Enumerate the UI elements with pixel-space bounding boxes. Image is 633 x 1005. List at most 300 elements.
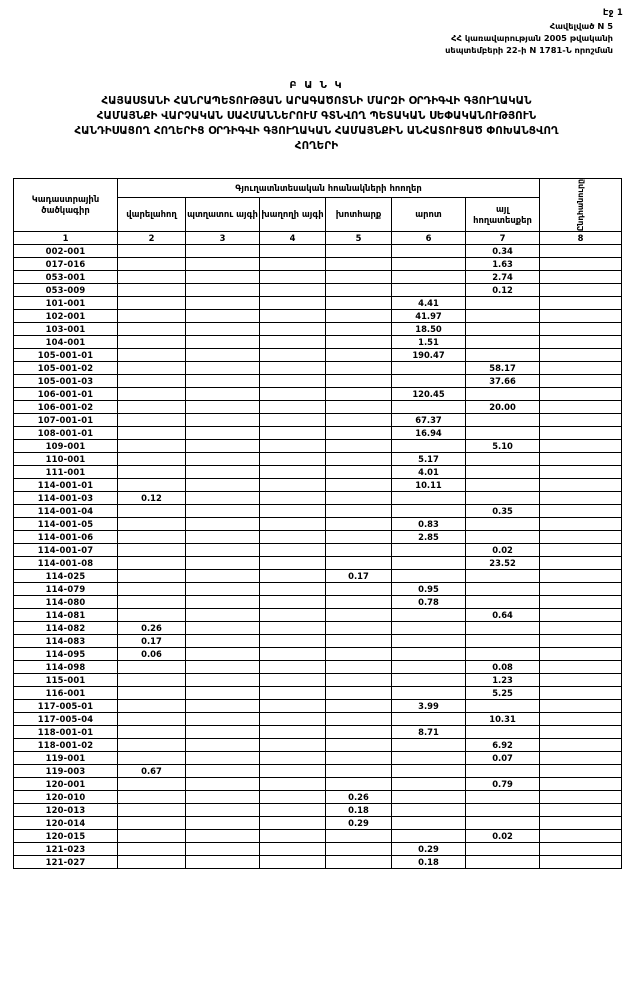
cell-cadastral-code: 114-081 — [14, 609, 118, 622]
cell-cadastral-code: 115-001 — [14, 674, 118, 687]
cell-orchard — [186, 570, 260, 583]
cell-arable: 0.67 — [118, 765, 186, 778]
cell-total — [540, 479, 622, 492]
cell-orchard — [186, 778, 260, 791]
table-group-header-row — [14, 179, 622, 198]
cell-pasture: 4.41 — [392, 297, 466, 310]
table-row — [14, 492, 622, 505]
table-row — [14, 388, 622, 401]
cell-total — [540, 505, 622, 518]
cell-orchard — [186, 544, 260, 557]
cell-arable — [118, 791, 186, 804]
cell-total — [540, 661, 622, 674]
cell-arable — [118, 804, 186, 817]
cell-vineyard — [260, 739, 326, 752]
cell-hayfield — [326, 622, 392, 635]
cell-hayfield — [326, 401, 392, 414]
cell-orchard — [186, 505, 260, 518]
cell-total — [540, 336, 622, 349]
cell-hayfield — [326, 271, 392, 284]
cell-hayfield — [326, 752, 392, 765]
cell-other-lands: 1.23 — [466, 674, 540, 687]
cell-total — [540, 674, 622, 687]
cell-orchard — [186, 622, 260, 635]
cell-cadastral-code: 116-001 — [14, 687, 118, 700]
cell-vineyard — [260, 518, 326, 531]
cell-orchard — [186, 843, 260, 856]
cell-other-lands: 23.52 — [466, 557, 540, 570]
cell-hayfield — [326, 427, 392, 440]
cell-cadastral-code: 002-001 — [14, 245, 118, 258]
cell-arable — [118, 258, 186, 271]
cell-total — [540, 284, 622, 297]
cell-hayfield — [326, 479, 392, 492]
cell-hayfield — [326, 674, 392, 687]
header-cadastral-code: Կադաստրային ծածկագիր — [14, 179, 118, 232]
table-row — [14, 817, 622, 830]
cell-arable — [118, 375, 186, 388]
table-row — [14, 739, 622, 752]
title-line-4: ՀՈՂԵՐԻ — [294, 140, 339, 152]
cell-pasture — [392, 258, 466, 271]
cell-other-lands: 58.17 — [466, 362, 540, 375]
cell-total — [540, 843, 622, 856]
table-row — [14, 609, 622, 622]
cell-arable — [118, 557, 186, 570]
cell-hayfield — [326, 648, 392, 661]
cell-vineyard — [260, 700, 326, 713]
col-number-6: 6 — [392, 232, 466, 245]
cell-total — [540, 765, 622, 778]
cell-pasture: 0.78 — [392, 596, 466, 609]
col-number-5: 5 — [326, 232, 392, 245]
cell-hayfield — [326, 583, 392, 596]
table-row — [14, 362, 622, 375]
cell-other-lands — [466, 518, 540, 531]
cell-pasture: 4.01 — [392, 466, 466, 479]
cell-arable — [118, 661, 186, 674]
cell-hayfield — [326, 245, 392, 258]
cell-orchard — [186, 700, 260, 713]
table-row — [14, 583, 622, 596]
cell-vineyard — [260, 284, 326, 297]
cell-vineyard — [260, 427, 326, 440]
cell-cadastral-code: 118-001-02 — [14, 739, 118, 752]
cell-total — [540, 726, 622, 739]
table-body — [14, 245, 622, 869]
cell-vineyard — [260, 778, 326, 791]
cell-arable — [118, 843, 186, 856]
cell-other-lands — [466, 726, 540, 739]
header-arable: վարելահող — [118, 198, 186, 232]
cell-total — [540, 609, 622, 622]
cell-pasture — [392, 765, 466, 778]
cell-hayfield — [326, 739, 392, 752]
cell-other-lands: 10.31 — [466, 713, 540, 726]
cell-total — [540, 297, 622, 310]
cell-other-lands — [466, 310, 540, 323]
cell-total — [540, 752, 622, 765]
table-row — [14, 765, 622, 778]
cell-cadastral-code: 105-001-01 — [14, 349, 118, 362]
cell-total — [540, 518, 622, 531]
cell-pasture — [392, 544, 466, 557]
cell-other-lands: 2.74 — [466, 271, 540, 284]
cell-vineyard — [260, 336, 326, 349]
cell-pasture: 5.17 — [392, 453, 466, 466]
cell-cadastral-code: 117-005-01 — [14, 700, 118, 713]
cell-pasture — [392, 609, 466, 622]
cell-arable — [118, 752, 186, 765]
cell-hayfield — [326, 843, 392, 856]
cell-pasture: 0.18 — [392, 856, 466, 869]
cell-orchard — [186, 466, 260, 479]
table-row — [14, 401, 622, 414]
cell-vineyard — [260, 622, 326, 635]
cell-pasture: 41.97 — [392, 310, 466, 323]
cell-orchard — [186, 336, 260, 349]
cell-total — [540, 817, 622, 830]
cell-arable — [118, 830, 186, 843]
cell-total — [540, 440, 622, 453]
cell-orchard — [186, 388, 260, 401]
cell-vineyard — [260, 583, 326, 596]
cell-vineyard — [260, 843, 326, 856]
table-row — [14, 518, 622, 531]
cell-hayfield — [326, 778, 392, 791]
cell-arable — [118, 466, 186, 479]
table-row — [14, 843, 622, 856]
cell-cadastral-code: 108-001-01 — [14, 427, 118, 440]
cell-arable — [118, 440, 186, 453]
cell-pasture — [392, 570, 466, 583]
cell-vineyard — [260, 440, 326, 453]
cell-hayfield — [326, 765, 392, 778]
cell-hayfield — [326, 258, 392, 271]
cell-other-lands — [466, 453, 540, 466]
cell-arable — [118, 583, 186, 596]
cell-hayfield — [326, 830, 392, 843]
table-row — [14, 674, 622, 687]
header-agricultural-group: Գյուղատնտեսական հոանակների հոողեր — [118, 179, 540, 198]
cell-other-lands — [466, 336, 540, 349]
cell-orchard — [186, 648, 260, 661]
cell-orchard — [186, 401, 260, 414]
cell-orchard — [186, 765, 260, 778]
cell-pasture — [392, 505, 466, 518]
cell-vineyard — [260, 674, 326, 687]
cell-vineyard — [260, 466, 326, 479]
table-row — [14, 804, 622, 817]
table-row — [14, 453, 622, 466]
cell-pasture — [392, 245, 466, 258]
cell-vineyard — [260, 297, 326, 310]
cell-total — [540, 401, 622, 414]
cell-other-lands: 0.64 — [466, 609, 540, 622]
cell-pasture — [392, 713, 466, 726]
cell-vineyard — [260, 258, 326, 271]
cell-cadastral-code: 119-003 — [14, 765, 118, 778]
cell-vineyard — [260, 596, 326, 609]
cell-arable — [118, 349, 186, 362]
cell-other-lands: 6.92 — [466, 739, 540, 752]
table-row — [14, 479, 622, 492]
table-row — [14, 284, 622, 297]
cell-pasture — [392, 739, 466, 752]
cell-cadastral-code: 114-001-05 — [14, 518, 118, 531]
cell-hayfield — [326, 336, 392, 349]
cell-vineyard — [260, 856, 326, 869]
cell-other-lands — [466, 479, 540, 492]
cell-orchard — [186, 856, 260, 869]
cell-orchard — [186, 414, 260, 427]
cell-cadastral-code: 104-001 — [14, 336, 118, 349]
table-row — [14, 700, 622, 713]
table-row — [14, 635, 622, 648]
cell-orchard — [186, 362, 260, 375]
cell-hayfield — [326, 518, 392, 531]
cell-cadastral-code: 114-001-07 — [14, 544, 118, 557]
cell-vineyard — [260, 544, 326, 557]
cell-arable — [118, 778, 186, 791]
col-number-2: 2 — [118, 232, 186, 245]
cell-vineyard — [260, 323, 326, 336]
table-row — [14, 271, 622, 284]
table-row — [14, 856, 622, 869]
cell-vineyard — [260, 401, 326, 414]
cell-orchard — [186, 674, 260, 687]
cell-orchard — [186, 440, 260, 453]
cell-vineyard — [260, 713, 326, 726]
cell-other-lands: 0.12 — [466, 284, 540, 297]
cell-arable — [118, 479, 186, 492]
cell-vineyard — [260, 479, 326, 492]
cell-vineyard — [260, 453, 326, 466]
cell-pasture: 18.50 — [392, 323, 466, 336]
cell-other-lands: 0.34 — [466, 245, 540, 258]
cell-pasture — [392, 557, 466, 570]
cell-hayfield — [326, 726, 392, 739]
cell-arable — [118, 674, 186, 687]
cell-total — [540, 700, 622, 713]
cell-arable — [118, 817, 186, 830]
header-total — [540, 179, 622, 232]
cell-total — [540, 583, 622, 596]
cell-cadastral-code: 114-095 — [14, 648, 118, 661]
cell-hayfield — [326, 414, 392, 427]
cell-cadastral-code: 114-079 — [14, 583, 118, 596]
col-number-1: 1 — [14, 232, 118, 245]
cell-hayfield — [326, 440, 392, 453]
cell-hayfield: 0.18 — [326, 804, 392, 817]
cell-arable — [118, 596, 186, 609]
table-row — [14, 557, 622, 570]
cell-arable — [118, 453, 186, 466]
cell-cadastral-code: 114-001-01 — [14, 479, 118, 492]
cell-pasture: 3.99 — [392, 700, 466, 713]
cell-pasture: 0.29 — [392, 843, 466, 856]
cell-cadastral-code: 106-001-02 — [14, 401, 118, 414]
cell-pasture: 0.83 — [392, 518, 466, 531]
cell-total — [540, 531, 622, 544]
cell-orchard — [186, 804, 260, 817]
cell-pasture — [392, 804, 466, 817]
cell-other-lands: 37.66 — [466, 375, 540, 388]
cell-orchard — [186, 583, 260, 596]
cell-other-lands — [466, 583, 540, 596]
cell-cadastral-code: 103-001 — [14, 323, 118, 336]
cell-orchard — [186, 479, 260, 492]
cell-hayfield: 0.29 — [326, 817, 392, 830]
cell-cadastral-code: 117-005-04 — [14, 713, 118, 726]
cell-arable — [118, 700, 186, 713]
title-line-2: ՀԱՄԱՅՆՔԻ ՎԱՐՉԱԿԱՆ ՍԱՀՄԱՆՆԵՐՈՒՄ ԳՏՆՎՈՂ ՊԵՏԱԿԱՆ ՍԵՓԱԿԱՆՈՒԹՅՈՒՆ — [96, 110, 537, 122]
cell-cadastral-code: 105-001-03 — [14, 375, 118, 388]
cell-arable — [118, 570, 186, 583]
cell-other-lands: 1.63 — [466, 258, 540, 271]
cell-orchard — [186, 596, 260, 609]
cell-other-lands: 0.08 — [466, 661, 540, 674]
table-row — [14, 596, 622, 609]
cell-cadastral-code: 118-001-01 — [14, 726, 118, 739]
cell-arable — [118, 505, 186, 518]
cell-vineyard — [260, 557, 326, 570]
cell-cadastral-code: 114-001-03 — [14, 492, 118, 505]
cell-hayfield — [326, 284, 392, 297]
cell-cadastral-code: 121-027 — [14, 856, 118, 869]
cell-orchard — [186, 557, 260, 570]
header-total-label: Ընդհանուրը — [576, 179, 586, 232]
cell-vineyard — [260, 414, 326, 427]
cell-hayfield — [326, 323, 392, 336]
cell-orchard — [186, 726, 260, 739]
cell-vineyard — [260, 349, 326, 362]
cell-arable — [118, 323, 186, 336]
cell-arable — [118, 531, 186, 544]
cell-orchard — [186, 375, 260, 388]
cell-vineyard — [260, 817, 326, 830]
cell-orchard — [186, 661, 260, 674]
header-hayfield: խոտհարք — [326, 198, 392, 232]
cell-pasture — [392, 284, 466, 297]
col-number-7: 7 — [466, 232, 540, 245]
cell-cadastral-code: 114-001-08 — [14, 557, 118, 570]
cell-pasture — [392, 687, 466, 700]
cell-hayfield — [326, 700, 392, 713]
cell-pasture — [392, 778, 466, 791]
table-row — [14, 830, 622, 843]
cell-orchard — [186, 635, 260, 648]
table-row — [14, 323, 622, 336]
table-row — [14, 245, 622, 258]
cell-cadastral-code: 121-023 — [14, 843, 118, 856]
cell-other-lands — [466, 388, 540, 401]
cell-cadastral-code: 120-013 — [14, 804, 118, 817]
cell-pasture — [392, 401, 466, 414]
cell-orchard — [186, 791, 260, 804]
cell-arable — [118, 609, 186, 622]
cell-arable — [118, 336, 186, 349]
cell-total — [540, 804, 622, 817]
cell-other-lands — [466, 622, 540, 635]
cell-orchard — [186, 492, 260, 505]
cell-total — [540, 557, 622, 570]
cell-orchard — [186, 245, 260, 258]
cell-total — [540, 778, 622, 791]
cell-total — [540, 245, 622, 258]
cell-arable — [118, 297, 186, 310]
cell-orchard — [186, 609, 260, 622]
land-register-table-wrap — [13, 178, 621, 869]
table-row — [14, 544, 622, 557]
cell-hayfield — [326, 362, 392, 375]
cell-pasture: 0.95 — [392, 583, 466, 596]
cell-vineyard — [260, 375, 326, 388]
cell-arable — [118, 401, 186, 414]
cell-other-lands — [466, 843, 540, 856]
cell-total — [540, 687, 622, 700]
cell-cadastral-code: 017-016 — [14, 258, 118, 271]
table-row — [14, 310, 622, 323]
cell-vineyard — [260, 687, 326, 700]
cell-other-lands — [466, 492, 540, 505]
cell-other-lands: 0.35 — [466, 505, 540, 518]
cell-total — [540, 492, 622, 505]
cell-orchard — [186, 830, 260, 843]
cell-pasture: 2.85 — [392, 531, 466, 544]
cell-vineyard — [260, 531, 326, 544]
cell-arable — [118, 687, 186, 700]
cell-hayfield — [326, 856, 392, 869]
table-row — [14, 466, 622, 479]
cell-arable — [118, 544, 186, 557]
cell-vineyard — [260, 271, 326, 284]
page-number: Էջ 1 — [602, 8, 623, 18]
table-row — [14, 713, 622, 726]
cell-other-lands: 5.25 — [466, 687, 540, 700]
cell-cadastral-code: 120-010 — [14, 791, 118, 804]
table-row — [14, 505, 622, 518]
cell-pasture: 190.47 — [392, 349, 466, 362]
cell-hayfield: 0.17 — [326, 570, 392, 583]
cell-other-lands — [466, 531, 540, 544]
cell-vineyard — [260, 791, 326, 804]
cell-cadastral-code: 109-001 — [14, 440, 118, 453]
cell-other-lands — [466, 635, 540, 648]
cell-arable — [118, 726, 186, 739]
cell-orchard — [186, 453, 260, 466]
cell-orchard — [186, 713, 260, 726]
cell-hayfield — [326, 557, 392, 570]
cell-pasture — [392, 492, 466, 505]
cell-cadastral-code: 053-001 — [14, 271, 118, 284]
cell-hayfield — [326, 505, 392, 518]
cell-other-lands: 5.10 — [466, 440, 540, 453]
cell-hayfield — [326, 531, 392, 544]
reference-line-2: ՀՀ կառավարության 2005 թվականի — [451, 33, 613, 43]
cell-hayfield — [326, 661, 392, 674]
cell-pasture — [392, 674, 466, 687]
cell-cadastral-code: 053-009 — [14, 284, 118, 297]
cell-hayfield — [326, 388, 392, 401]
cell-pasture: 120.45 — [392, 388, 466, 401]
cell-hayfield — [326, 453, 392, 466]
cell-total — [540, 388, 622, 401]
cell-arable — [118, 739, 186, 752]
cell-pasture: 1.51 — [392, 336, 466, 349]
cell-total — [540, 856, 622, 869]
cell-orchard — [186, 687, 260, 700]
